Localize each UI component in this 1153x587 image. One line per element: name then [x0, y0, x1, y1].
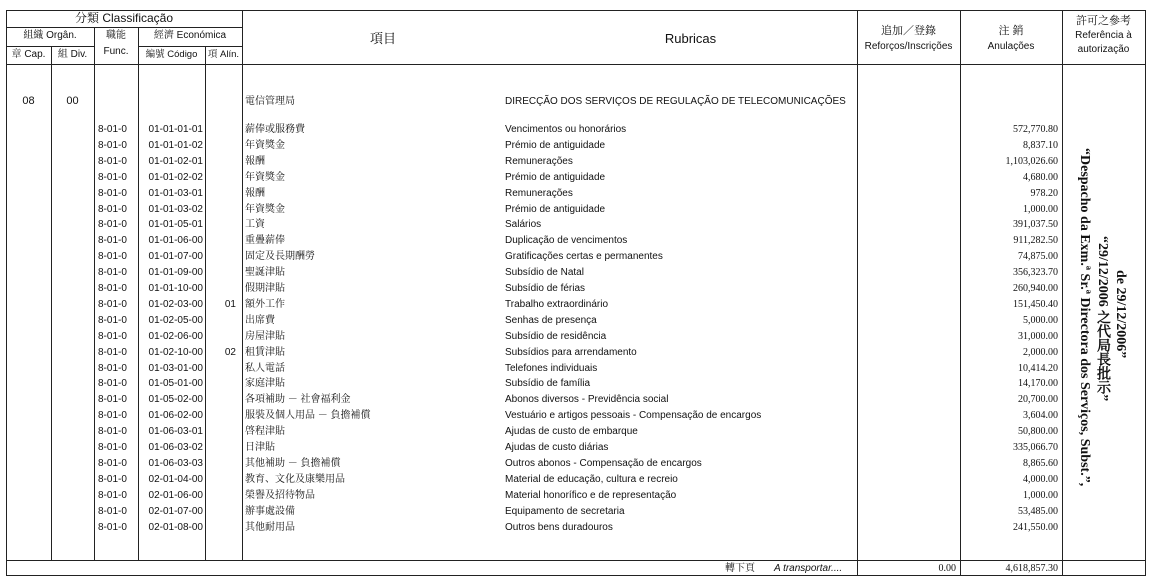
row-anulacao-amount: 978.20 — [1030, 187, 1058, 199]
row-code: 01-05-02-00 — [148, 394, 203, 406]
row-alin — [206, 202, 236, 218]
row-func: 8-01-0 — [98, 314, 127, 326]
row-rubrica-pt: Outros abonos - Compensação de encargos — [505, 457, 702, 469]
row-anulacao-amount: 572,770.80 — [1013, 124, 1058, 135]
row-func: 8-01-0 — [98, 283, 127, 294]
row-rubrica-pt: Gratificações certas e permanentes — [505, 251, 663, 263]
row-code: 01-01-07-00 — [148, 251, 203, 263]
row-anulacao-amount: 53,485.00 — [1018, 505, 1058, 517]
section-cap: 08 — [22, 95, 35, 107]
row-rubrica-pt: Abonos diversos - Previdência social — [505, 394, 669, 406]
row-anulacao-amount: 5,000.00 — [1023, 314, 1058, 326]
header-ref-bottom: autorização — [1077, 44, 1130, 55]
row-anulacao-amount: 8,865.60 — [1023, 457, 1058, 469]
row-anulacao-amount: 10,414.20 — [1018, 362, 1058, 374]
row-rubrica-pt: Material honorífico e de representação — [505, 489, 677, 501]
row-alin — [206, 392, 236, 408]
row-code: 01-01-10-00 — [148, 283, 203, 294]
row-code: 01-02-05-00 — [148, 314, 203, 326]
header-bottom-border — [6, 64, 1146, 65]
row-alin — [206, 408, 236, 424]
header-item-zh: 項目 — [369, 31, 396, 46]
row-alin — [206, 138, 236, 154]
row-item-zh: 各項補助 － 社會福利金 — [245, 394, 351, 406]
footer-label-zh: 轉下頁 — [725, 563, 755, 574]
row-code: 02-01-06-00 — [148, 489, 203, 501]
row-code: 01-01-03-02 — [148, 203, 203, 215]
row-alin: 02 — [224, 346, 236, 358]
row-anulacao-amount: 151,450.40 — [1013, 298, 1058, 310]
row-alin — [206, 154, 236, 170]
row-code: 01-01-02-01 — [148, 155, 203, 167]
row-code: 01-06-03-01 — [148, 426, 203, 438]
row-item-zh: 報酬 — [245, 187, 265, 199]
row-func: 8-01-0 — [98, 521, 127, 533]
row-func: 8-01-0 — [98, 442, 127, 453]
footer-anulacoes-total: 4,618,857.30 — [1005, 563, 1058, 574]
row-alin — [206, 170, 236, 186]
row-alin — [206, 440, 236, 456]
row-anulacao-amount: 2,000.00 — [1023, 346, 1058, 358]
row-item-zh: 年資獎金 — [245, 139, 285, 151]
header-codigo: 編號 Código — [145, 49, 198, 60]
row-anulacao-amount: 4,680.00 — [1023, 171, 1058, 183]
row-rubrica-pt: Senhas de presença — [505, 314, 597, 326]
section-name-pt: DIRECÇÃO DOS SERVIÇOS DE REGULAÇÃO DE TELECOMUNICAÇÕES — [505, 96, 846, 107]
row-anulacao-amount: 1,000.00 — [1023, 203, 1058, 215]
row-anulacao-amount: 391,037.50 — [1013, 219, 1058, 231]
row-rubrica-pt: Prémio de antiguidade — [505, 203, 606, 215]
row-anulacao-amount: 4,000.00 — [1023, 473, 1058, 485]
footer-top-border — [6, 560, 1146, 561]
row-item-zh: 其他耐用品 — [245, 521, 295, 533]
row-item-zh: 其他補助 － 負擔補償 — [245, 457, 341, 469]
row-item-zh: 出席費 — [245, 314, 275, 326]
row-func: 8-01-0 — [98, 473, 127, 485]
row-rubrica-pt: Outros bens duradouros — [505, 521, 613, 533]
row-item-zh: 日津貼 — [245, 442, 275, 453]
row-rubrica-pt: Ajudas de custo de embarque — [505, 426, 638, 438]
header-reforcos-bottom: Reforços/Inscrições — [864, 41, 953, 52]
row-func: 8-01-0 — [98, 330, 127, 342]
row-code: 01-02-10-00 — [148, 346, 203, 358]
row-func: 8-01-0 — [98, 362, 127, 374]
header-anulacoes-bottom: Anulações — [987, 41, 1035, 52]
row-code: 02-01-08-00 — [148, 521, 203, 533]
row-alin — [206, 472, 236, 488]
row-code: 01-01-09-00 — [148, 267, 203, 279]
header-divider-classification — [6, 27, 242, 28]
row-func: 8-01-0 — [98, 219, 127, 231]
row-anulacao-amount: 74,875.00 — [1018, 251, 1058, 263]
bottom-border — [6, 575, 1146, 576]
row-alin: 01 — [224, 298, 236, 310]
row-alin — [206, 233, 236, 249]
row-code: 01-06-02-00 — [148, 410, 203, 422]
row-item-zh: 聖誕津貼 — [245, 267, 285, 279]
row-item-zh: 額外工作 — [245, 298, 285, 310]
row-alin — [206, 488, 236, 504]
row-code: 01-06-03-03 — [148, 457, 203, 469]
row-func: 8-01-0 — [98, 298, 127, 310]
row-func: 8-01-0 — [98, 394, 127, 406]
row-rubrica-pt: Ajudas de custo diárias — [505, 442, 609, 453]
reference-line-2: “29/12/2006 之代局長批示” — [1095, 236, 1110, 402]
row-anulacao-amount: 14,170.00 — [1018, 378, 1058, 390]
row-code: 01-01-01-01 — [148, 124, 203, 135]
row-item-zh: 榮譽及招待物品 — [245, 489, 315, 501]
row-code: 01-01-06-00 — [148, 235, 203, 247]
row-item-zh: 薪俸或服務費 — [245, 124, 305, 135]
right-border — [1145, 10, 1146, 576]
row-anulacao-amount: 356,323.70 — [1013, 267, 1058, 279]
header-func-top: 職能 — [106, 30, 126, 41]
header-ref-mid: Referência à — [1075, 30, 1132, 41]
row-func: 8-01-0 — [98, 489, 127, 501]
row-func: 8-01-0 — [98, 378, 127, 390]
header-func-bottom: Func. — [103, 46, 129, 57]
row-rubrica-pt: Subsídio de família — [505, 378, 591, 390]
row-item-zh: 租賃津貼 — [245, 346, 285, 358]
row-func: 8-01-0 — [98, 124, 127, 135]
header-divider-economica — [138, 46, 242, 47]
header-organ: 組織 Orgân. — [23, 30, 77, 41]
row-code: 01-06-03-02 — [148, 442, 203, 453]
col-line-div — [94, 27, 95, 560]
col-line-rubricas — [857, 10, 858, 576]
row-item-zh: 私人電話 — [245, 362, 285, 374]
col-line-anulacoes — [1062, 10, 1063, 576]
row-func: 8-01-0 — [98, 235, 127, 247]
row-anulacao-amount: 20,700.00 — [1018, 394, 1058, 406]
row-alin — [206, 281, 236, 297]
row-alin — [206, 504, 236, 520]
header-cap: 章 Cap. — [11, 49, 46, 60]
row-rubrica-pt: Duplicação de vencimentos — [505, 235, 628, 247]
row-item-zh: 啓程津貼 — [245, 426, 285, 438]
row-func: 8-01-0 — [98, 251, 127, 263]
row-alin — [206, 249, 236, 265]
row-item-zh: 服裝及個人用品 － 負擔補償 — [245, 410, 371, 422]
row-alin — [206, 122, 236, 138]
row-func: 8-01-0 — [98, 187, 127, 199]
row-anulacao-amount: 3,604.00 — [1023, 410, 1058, 422]
row-anulacao-amount: 50,800.00 — [1018, 426, 1058, 438]
header-rubricas: Rubricas — [664, 31, 717, 46]
row-rubrica-pt: Telefones individuais — [505, 362, 598, 374]
row-item-zh: 教育、文化及康樂用品 — [245, 473, 345, 485]
row-alin — [206, 361, 236, 377]
row-alin — [206, 424, 236, 440]
row-alin — [206, 520, 236, 536]
row-code: 01-05-01-00 — [148, 378, 203, 390]
row-func: 8-01-0 — [98, 155, 127, 167]
row-code: 02-01-07-00 — [148, 505, 203, 517]
row-func: 8-01-0 — [98, 410, 127, 422]
row-rubrica-pt: Vencimentos ou honorários — [505, 124, 627, 135]
row-item-zh: 年資獎金 — [245, 171, 285, 183]
col-line-alin — [242, 10, 243, 560]
row-rubrica-pt: Subsídio de Natal — [505, 267, 584, 279]
row-rubrica-pt: Salários — [505, 219, 542, 231]
row-alin — [206, 329, 236, 345]
row-anulacao-amount: 335,066.70 — [1013, 442, 1058, 453]
row-code: 01-01-05-01 — [148, 219, 203, 231]
row-item-zh: 假期津貼 — [245, 283, 285, 294]
row-code: 01-02-03-00 — [148, 298, 203, 310]
row-code: 01-03-01-00 — [148, 362, 203, 374]
row-func: 8-01-0 — [98, 139, 127, 151]
row-anulacao-amount: 260,940.00 — [1013, 283, 1058, 294]
row-item-zh: 報酬 — [245, 155, 265, 167]
row-func: 8-01-0 — [98, 171, 127, 183]
row-alin — [206, 186, 236, 202]
row-anulacao-amount: 8,837.10 — [1023, 139, 1058, 151]
row-item-zh: 固定及長期酬勞 — [245, 251, 315, 263]
col-line-cap — [51, 46, 52, 560]
row-func: 8-01-0 — [98, 346, 127, 358]
footer-reforcos-total: 0.00 — [938, 563, 956, 574]
row-alin — [206, 376, 236, 392]
section-name-zh: 電信管理局 — [245, 96, 295, 107]
header-divider-organ — [6, 46, 94, 47]
row-func: 8-01-0 — [98, 203, 127, 215]
row-item-zh: 重疊薪俸 — [245, 235, 285, 247]
header-alin: 項 Alín. — [207, 49, 240, 60]
row-alin — [206, 313, 236, 329]
row-alin — [206, 456, 236, 472]
col-line-func — [138, 27, 139, 560]
section-div: 00 — [66, 95, 79, 107]
row-func: 8-01-0 — [98, 457, 127, 469]
header-div: 組 Div. — [57, 49, 88, 60]
row-code: 02-01-04-00 — [148, 473, 203, 485]
row-alin — [206, 217, 236, 233]
row-anulacao-amount: 1,103,026.60 — [1005, 155, 1058, 167]
header-ref-top: 許可之參考 — [1076, 15, 1131, 27]
row-rubrica-pt: Remunerações — [505, 155, 573, 167]
row-func: 8-01-0 — [98, 505, 127, 517]
row-item-zh: 工資 — [245, 219, 265, 231]
row-rubrica-pt: Equipamento de secretaria — [505, 505, 625, 517]
row-item-zh: 年資獎金 — [245, 203, 285, 215]
reference-line-3: de 29/12/2006” — [1113, 270, 1128, 359]
row-anulacao-amount: 241,550.00 — [1013, 521, 1058, 533]
row-item-zh: 房屋津貼 — [245, 330, 285, 342]
header-economica: 經濟 Económica — [153, 30, 227, 41]
row-rubrica-pt: Subsídio de residência — [505, 330, 607, 342]
row-anulacao-amount: 911,282.50 — [1013, 235, 1058, 247]
row-rubrica-pt: Trabalho extraordinário — [505, 298, 609, 310]
row-alin — [206, 265, 236, 281]
row-rubrica-pt: Subsídio de férias — [505, 283, 586, 294]
reference-line-1: “Despacho da Exm.ª Sr.ª Directora dos Serviços, Subst.”, — [1077, 148, 1092, 487]
header-anulacoes-top: 注 銷 — [998, 25, 1024, 37]
row-code: 01-01-03-01 — [148, 187, 203, 199]
row-item-zh: 家庭津貼 — [245, 378, 285, 390]
row-code: 01-01-01-02 — [148, 139, 203, 151]
header-reforcos-top: 追加／登錄 — [881, 25, 936, 37]
row-anulacao-amount: 31,000.00 — [1018, 330, 1058, 342]
row-rubrica-pt: Prémio de antiguidade — [505, 171, 606, 183]
left-border — [6, 10, 7, 576]
row-func: 8-01-0 — [98, 267, 127, 279]
row-func: 8-01-0 — [98, 426, 127, 438]
row-rubrica-pt: Prémio de antiguidade — [505, 139, 606, 151]
row-rubrica-pt: Vestuário e artigos pessoais - Compensação de encargos — [505, 410, 762, 422]
row-code: 01-02-06-00 — [148, 330, 203, 342]
header-classificacao: 分類 Classificação — [74, 11, 174, 25]
row-anulacao-amount: 1,000.00 — [1023, 489, 1058, 501]
row-rubrica-pt: Subsídios para arrendamento — [505, 346, 637, 358]
row-item-zh: 辦事處設備 — [245, 505, 295, 517]
row-rubrica-pt: Material de educação, cultura e recreio — [505, 473, 678, 485]
top-border — [6, 10, 1146, 11]
footer-label-pt: A transportar.... — [774, 563, 843, 574]
row-rubrica-pt: Remunerações — [505, 187, 573, 199]
col-line-reforcos — [960, 10, 961, 576]
row-code: 01-01-02-02 — [148, 171, 203, 183]
